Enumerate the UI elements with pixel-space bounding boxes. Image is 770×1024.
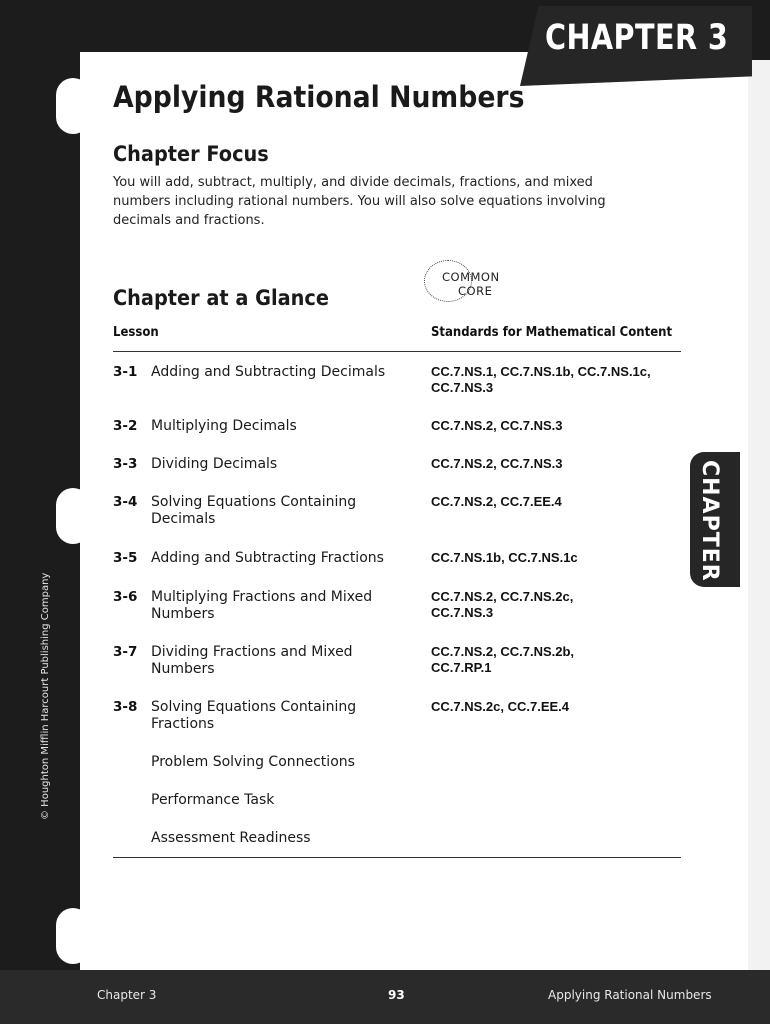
lesson-title: Problem Solving Connections	[151, 754, 355, 770]
binder-hole-top	[56, 78, 90, 134]
lesson-standards: CC.7.NS.2, CC.7.NS.3	[431, 456, 563, 471]
copyright-credit: © Houghton Mifflin Harcourt Publishing Company	[40, 572, 51, 820]
lesson-number: 3-8	[113, 699, 138, 715]
footer-title: Applying Rational Numbers	[548, 988, 712, 1002]
lesson-title: Multiplying Fractions and Mixed Numbers	[151, 589, 373, 622]
binder-hole-bottom	[56, 908, 90, 964]
lesson-title: Dividing Decimals	[151, 456, 278, 472]
chapter-focus-text: You will add, subtract, multiply, and divide decimals, fractions, and mixed numbers including rational numbers. You will also solve equations involving decimals and fractions.	[113, 175, 606, 228]
page-edge	[748, 60, 770, 980]
lesson-title: Performance Task	[151, 792, 275, 808]
lesson-number: 3-5	[113, 550, 138, 566]
lesson-number: 3-2	[113, 418, 138, 434]
common-core-badge	[422, 258, 502, 302]
lesson-standards: CC.7.NS.2, CC.7.NS.3	[431, 418, 563, 433]
lesson-column-header: Lesson	[113, 325, 159, 340]
lesson-title: Multiplying Decimals	[151, 418, 297, 434]
lesson-number: 3-7	[113, 644, 138, 660]
lesson-title: Solving Equations Containing Decimals	[151, 494, 357, 527]
lesson-standards: CC.7.NS.2, CC.7.NS.2b, CC.7.RP.1	[431, 644, 575, 675]
page-title: Applying Rational Numbers	[113, 80, 525, 114]
lesson-standards: CC.7.NS.1, CC.7.NS.1b, CC.7.NS.1c, CC.7.NS.3	[431, 364, 651, 395]
chapter-side-tab-label: CHAPTER 3	[697, 460, 722, 607]
lesson-number: 3-3	[113, 456, 138, 472]
lesson-title: Solving Equations Containing Fractions	[151, 699, 357, 732]
chapter-focus-heading: Chapter Focus	[113, 142, 269, 166]
common-core-label-2: CORE	[458, 284, 493, 298]
footer-page-number: 93	[388, 988, 405, 1002]
lesson-standards: CC.7.NS.2, CC.7.NS.2c, CC.7.NS.3	[431, 589, 574, 620]
chapter-glance-heading: Chapter at a Glance	[113, 286, 329, 310]
lesson-standards: CC.7.NS.1b, CC.7.NS.1c	[431, 550, 578, 565]
table-bottom-rule	[113, 857, 681, 858]
lesson-number: 3-4	[113, 494, 138, 510]
lesson-title: Adding and Subtracting Fractions	[151, 550, 384, 566]
binder-hole-middle	[56, 488, 90, 544]
lesson-number: 3-1	[113, 364, 138, 380]
lesson-title: Dividing Fractions and Mixed Numbers	[151, 644, 353, 677]
lesson-title: Adding and Subtracting Decimals	[151, 364, 386, 380]
table-top-rule	[113, 351, 681, 352]
lesson-standards: CC.7.NS.2c, CC.7.EE.4	[431, 699, 569, 714]
lesson-title: Assessment Readiness	[151, 830, 311, 846]
lesson-standards: CC.7.NS.2, CC.7.EE.4	[431, 494, 562, 509]
lesson-number: 3-6	[113, 589, 138, 605]
chapter-banner-label: CHAPTER 3	[545, 18, 729, 58]
footer-chapter: Chapter 3	[97, 988, 157, 1002]
standards-column-header: Standards for Mathematical Content	[431, 325, 673, 340]
common-core-label-1: COMMON	[442, 270, 500, 284]
